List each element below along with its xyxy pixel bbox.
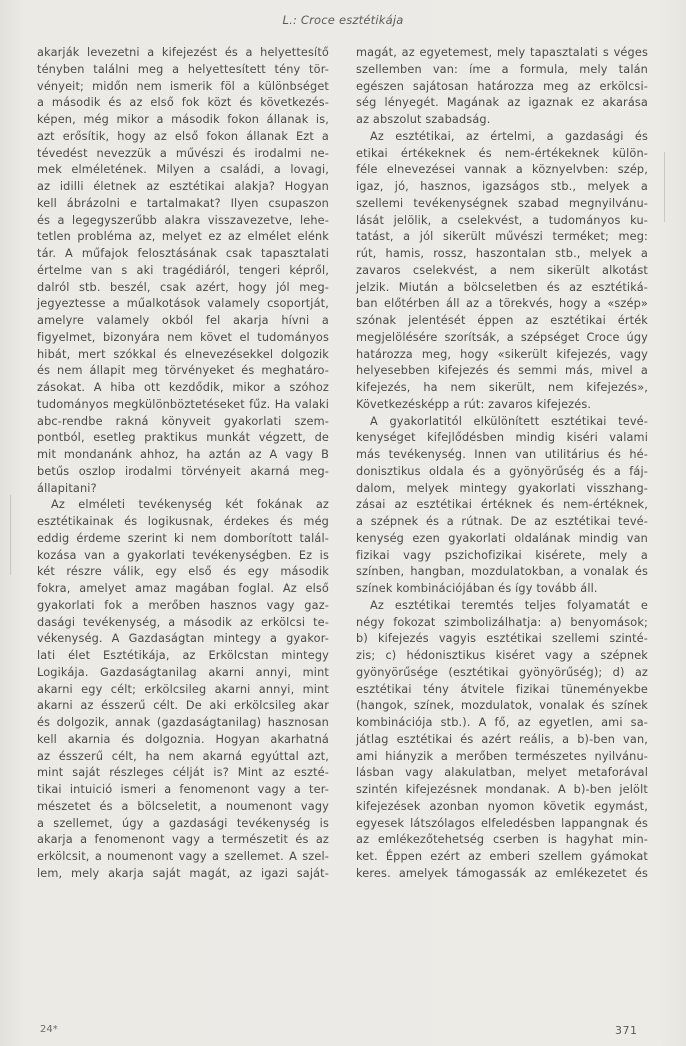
text-line: fizikai vagy pszichofizikai kisérete, mely a [356, 548, 648, 562]
text-line: Következésképp a rút: zavaros kifejezés. [356, 397, 592, 411]
text-line: zásai az esztétikai értéknek és nem-értéknek, [356, 498, 648, 512]
text-line: kell akarnia és dolgoznia. Hogyan akarhatná [37, 732, 329, 746]
text-line: rút, hamis, rossz, haszontalan stb., melyek a [356, 247, 648, 260]
text-line: tikai intuició ismeri a fenomenont vagy a ter- [37, 783, 329, 796]
text-line: kifejezések azonban nyomon követik egymást, [356, 799, 648, 813]
text-line: egészen sajátosan határozza meg az erkölcsi- [356, 79, 648, 93]
text-line: lását jelölik, a cselekvést, a tudományos ku- [356, 213, 648, 227]
text-line: donisztikus oldala és a gyönyörűség és a fáj- [356, 464, 648, 478]
text-line: szellemi tevékenységnek szabad megnyilvánu- [356, 196, 648, 210]
text-line: betűs oszlop irodalmi törvényeit akarná meg- [37, 464, 329, 478]
text-line: amelyre valamely okból fel akarja hívni a [37, 314, 329, 327]
text-line: ség lényegét. Magának az igaznak ez akarása [356, 96, 648, 110]
text-line: erkölcsit, a noumenont vagy a szellemet. A szel- [37, 850, 329, 863]
text-line: Logikája. Gazdaságtanilag akarni annyi, mint [37, 665, 329, 679]
text-line: abc-rendbe rakná könyveit gyakorlati szem- [37, 414, 329, 428]
text-line: vényeit; midőn nem ismerik föl a különbséget [37, 79, 329, 93]
text-line: értelme van s aki tragédiáról, tengeri képről, [37, 263, 329, 277]
running-head: L.: Croce esztétikája [282, 13, 404, 27]
text-line: fokra, amelyet amaz magában foglal. Az első [37, 582, 329, 595]
text-line: keres. amelyek támogassák az emlékezetet és [356, 866, 648, 880]
text-line: A gyakorlatitól elkülönített esztétikai tevé- [370, 414, 648, 428]
text-line: határozza meg, hogy «sikerült kifejezés, vagy [356, 347, 648, 361]
text-line: színek kombinációjában és így tovább áll. [356, 582, 598, 595]
text-line: zavaros cselekvést, a nem sikerült alkotást [356, 263, 648, 277]
text-line: zásokat. A hiba ott kezdődik, mikor a szóhoz [37, 381, 329, 394]
text-line: mint saját részleges célját is? Mint az eszté- [37, 766, 329, 780]
left-column [37, 45, 329, 883]
text-line: gyönyörűsége (esztétikai gyönyörűség); d) az [356, 665, 648, 679]
text-line: lásban vagy alakulatban, melyet metaforával [356, 766, 648, 780]
text-line: mit mondanánk ahhoz, ha aztán az A vagy B [37, 448, 329, 461]
text-line: tényben találni meg a helyettesített tény tör- [37, 62, 329, 76]
text-line: tár. A műfajok felosztásának csak tapasztalati [37, 247, 329, 260]
text-line: mészetet és a bölcseletit, a noumenont vagy [37, 799, 329, 813]
text-line: dalról stb. beszél, csak azért, hogy jól meg- [37, 280, 329, 294]
text-line: etikai értékeknek és nem-értékeknek külön- [356, 146, 648, 160]
text-line: akarják levezetni a kifejezést és a helyettesítő [37, 46, 329, 59]
text-line: a szépnek és a rútnak. De az esztétikai tevé- [356, 515, 648, 528]
text-line: a szellemet, úgy a gazdasági tevékenység is [37, 816, 329, 830]
text-line: Az esztétikai teremtés teljes folyamatát e [370, 598, 648, 612]
text-line: eddig érdeme szerint ki nem domborított talál- [37, 531, 329, 545]
text-line: kenység ezen gyakorlati oldalának mindig van [356, 531, 648, 545]
text-line: tetlen probléma az, melyet ez az elmélet elénk [37, 230, 329, 244]
text-line: hibát, mert szókkal és elnevezésekkel dolgozik [37, 347, 329, 361]
text-line: és dolgozik, annak (gazdaságtanilag) hasznosan [37, 716, 329, 729]
text-line: igaz, jó, hasznos, igazságos stb., melyek a [356, 180, 648, 193]
text-line: kifejezés, ha nem sikerült, nem kifejezés», [356, 381, 648, 394]
text-line: szónak jelentését éppen az esztétikai érték [356, 314, 648, 327]
text-line: (hangok, színek, mozdulatok, vonalak és színek [356, 699, 648, 713]
right-column [356, 45, 648, 883]
text-line: esztétikainak és logikusnak, érdekes és még [37, 515, 329, 528]
text-line: akarja a fenomenont vagy a természetit és az [37, 833, 329, 847]
text-line: egyesek látszólagos elfeledésben lappangnak és [356, 816, 648, 830]
signature-mark: 24* [40, 1024, 58, 1035]
text-line: akarni egy célt; erkölcsileg akarni annyi, mint [37, 682, 329, 696]
text-line: ket. Éppen ezért az emberi szellem gyámokat [356, 850, 648, 863]
text-line: tévedést nevezzük a művészi és irodalmi ne- [37, 146, 329, 160]
text-line: képen, még mikor a második fokon állanak is, [37, 113, 329, 126]
text-line: az emlékezőtehetség cserben is hagyhat min- [356, 833, 648, 847]
text-line: jelzik. Miután a bölcseletben és az esztétiká- [356, 280, 648, 294]
text-line: dalom, melyek mintegy gyakorlati visszhang- [356, 481, 648, 495]
text-line: jegyeztesse a műalkotások valamely csoportját, [37, 297, 329, 311]
text-line: magát, az egyetemest, mely tapasztalati s véges [356, 46, 648, 59]
text-line: kozása van a gyakorlati tevékenységben. Ez is [37, 548, 329, 562]
text-line: két részre válik, egy első és egy második [37, 565, 329, 579]
text-line: akarni az ésszerű célt. De aki erkölcsileg akar [37, 699, 329, 713]
text-line: pontból, esetleg praktikus munkát végzett, de [37, 431, 329, 445]
text-line: és nem állapit meg törvényeket és meghatáro- [37, 364, 329, 378]
text-line: az abszolut szabadság. [356, 113, 491, 126]
text-line: ami hiányzik a merőben természetes nyilvánu- [356, 749, 648, 763]
text-line: tudományos megkülönböztetéseket fűz. Ha valaki [37, 397, 329, 411]
text-line: kell ábrázolni e tartalmakat? Ilyen csupaszon [37, 196, 329, 210]
text-line: színben, hangban, mozdulatokban, a vonalak és [356, 565, 648, 579]
margin-pencil-mark [664, 152, 665, 222]
text-line: féle elnevezései vannak a köznyelvben: szép, [356, 163, 648, 177]
text-line: lati élet Esztétikája, az Erkölcstan mintegy [37, 649, 329, 662]
text-line: kombinációja stb.). A fő, az egyetlen, ami sa- [356, 716, 648, 729]
text-line: mek elméletének. Milyen a családi, a lovagi, [37, 163, 329, 177]
text-line: Az elméleti tevékenység két fokának az [51, 498, 329, 512]
text-line: négy fokozat szimbolizálhatja: a) benyomások; [356, 615, 648, 629]
text-line: zis; c) hédonisztikus kiséret vagy a szépnek [356, 649, 648, 662]
text-line: figyelmet, bizonyára nem követ el tudományos [37, 330, 329, 344]
text-line: lem, mely akarja saját magát, az igazi saját- [37, 866, 329, 880]
text-line: b) kifejezés vagyis esztétikai szellemi szinté- [356, 632, 648, 646]
page-number: 371 [615, 1024, 638, 1037]
text-line: kenységet kifejlődésben mindig kiséri valami [356, 431, 648, 445]
text-line: megjelölésére szorítsák, a szépséget Croce úgy [356, 330, 648, 344]
text-line: szintén kifejezésnek mondanak. A b)-ben jelölt [356, 783, 648, 796]
text-line: helyesebben kifejezés és semmi más, mivel a [356, 364, 648, 378]
text-line: állapitani? [37, 481, 97, 495]
text-line: az ésszerű célt, ha nem akarná egyúttal azt, [37, 749, 329, 763]
text-line: és a legegyszerűbb alakra visszavezetve, lehe- [37, 213, 329, 227]
text-line: az idilli életnek az esztétikai alakja? Hogyan [37, 180, 329, 193]
text-line: esztétikai tény átvitele fizikai tüneményekbe [356, 682, 648, 696]
text-line: gyakorlati fok a merőben hasznos vagy gaz- [37, 598, 329, 612]
margin-pencil-mark [10, 495, 11, 575]
text-line: vékenység. A Gazdaságtan mintegy a gyakor- [37, 632, 329, 646]
text-line: a második és az első fok közt és következés- [37, 96, 329, 110]
text-line: Az esztétikai, az értelmi, a gazdasági és [370, 129, 648, 143]
text-line: tatást, a jól sikerült művészi terméket; meg: [356, 230, 648, 244]
text-line: más tevékenység. Innen van utilitárius és hé- [356, 448, 648, 461]
text-line: szellemben van: íme a formula, mely talán [356, 62, 648, 76]
text-line: dasági tevékenység, a második az erkölcsi te- [37, 615, 329, 629]
text-line: játlag esztétikai és azért reális, a b)-ben van, [356, 732, 648, 746]
text-line: ban előtérben áll az a törekvés, hogy a «szép» [356, 297, 648, 311]
text-line: azt erősítik, hogy az első fokon állanak Ezt a [37, 129, 329, 143]
